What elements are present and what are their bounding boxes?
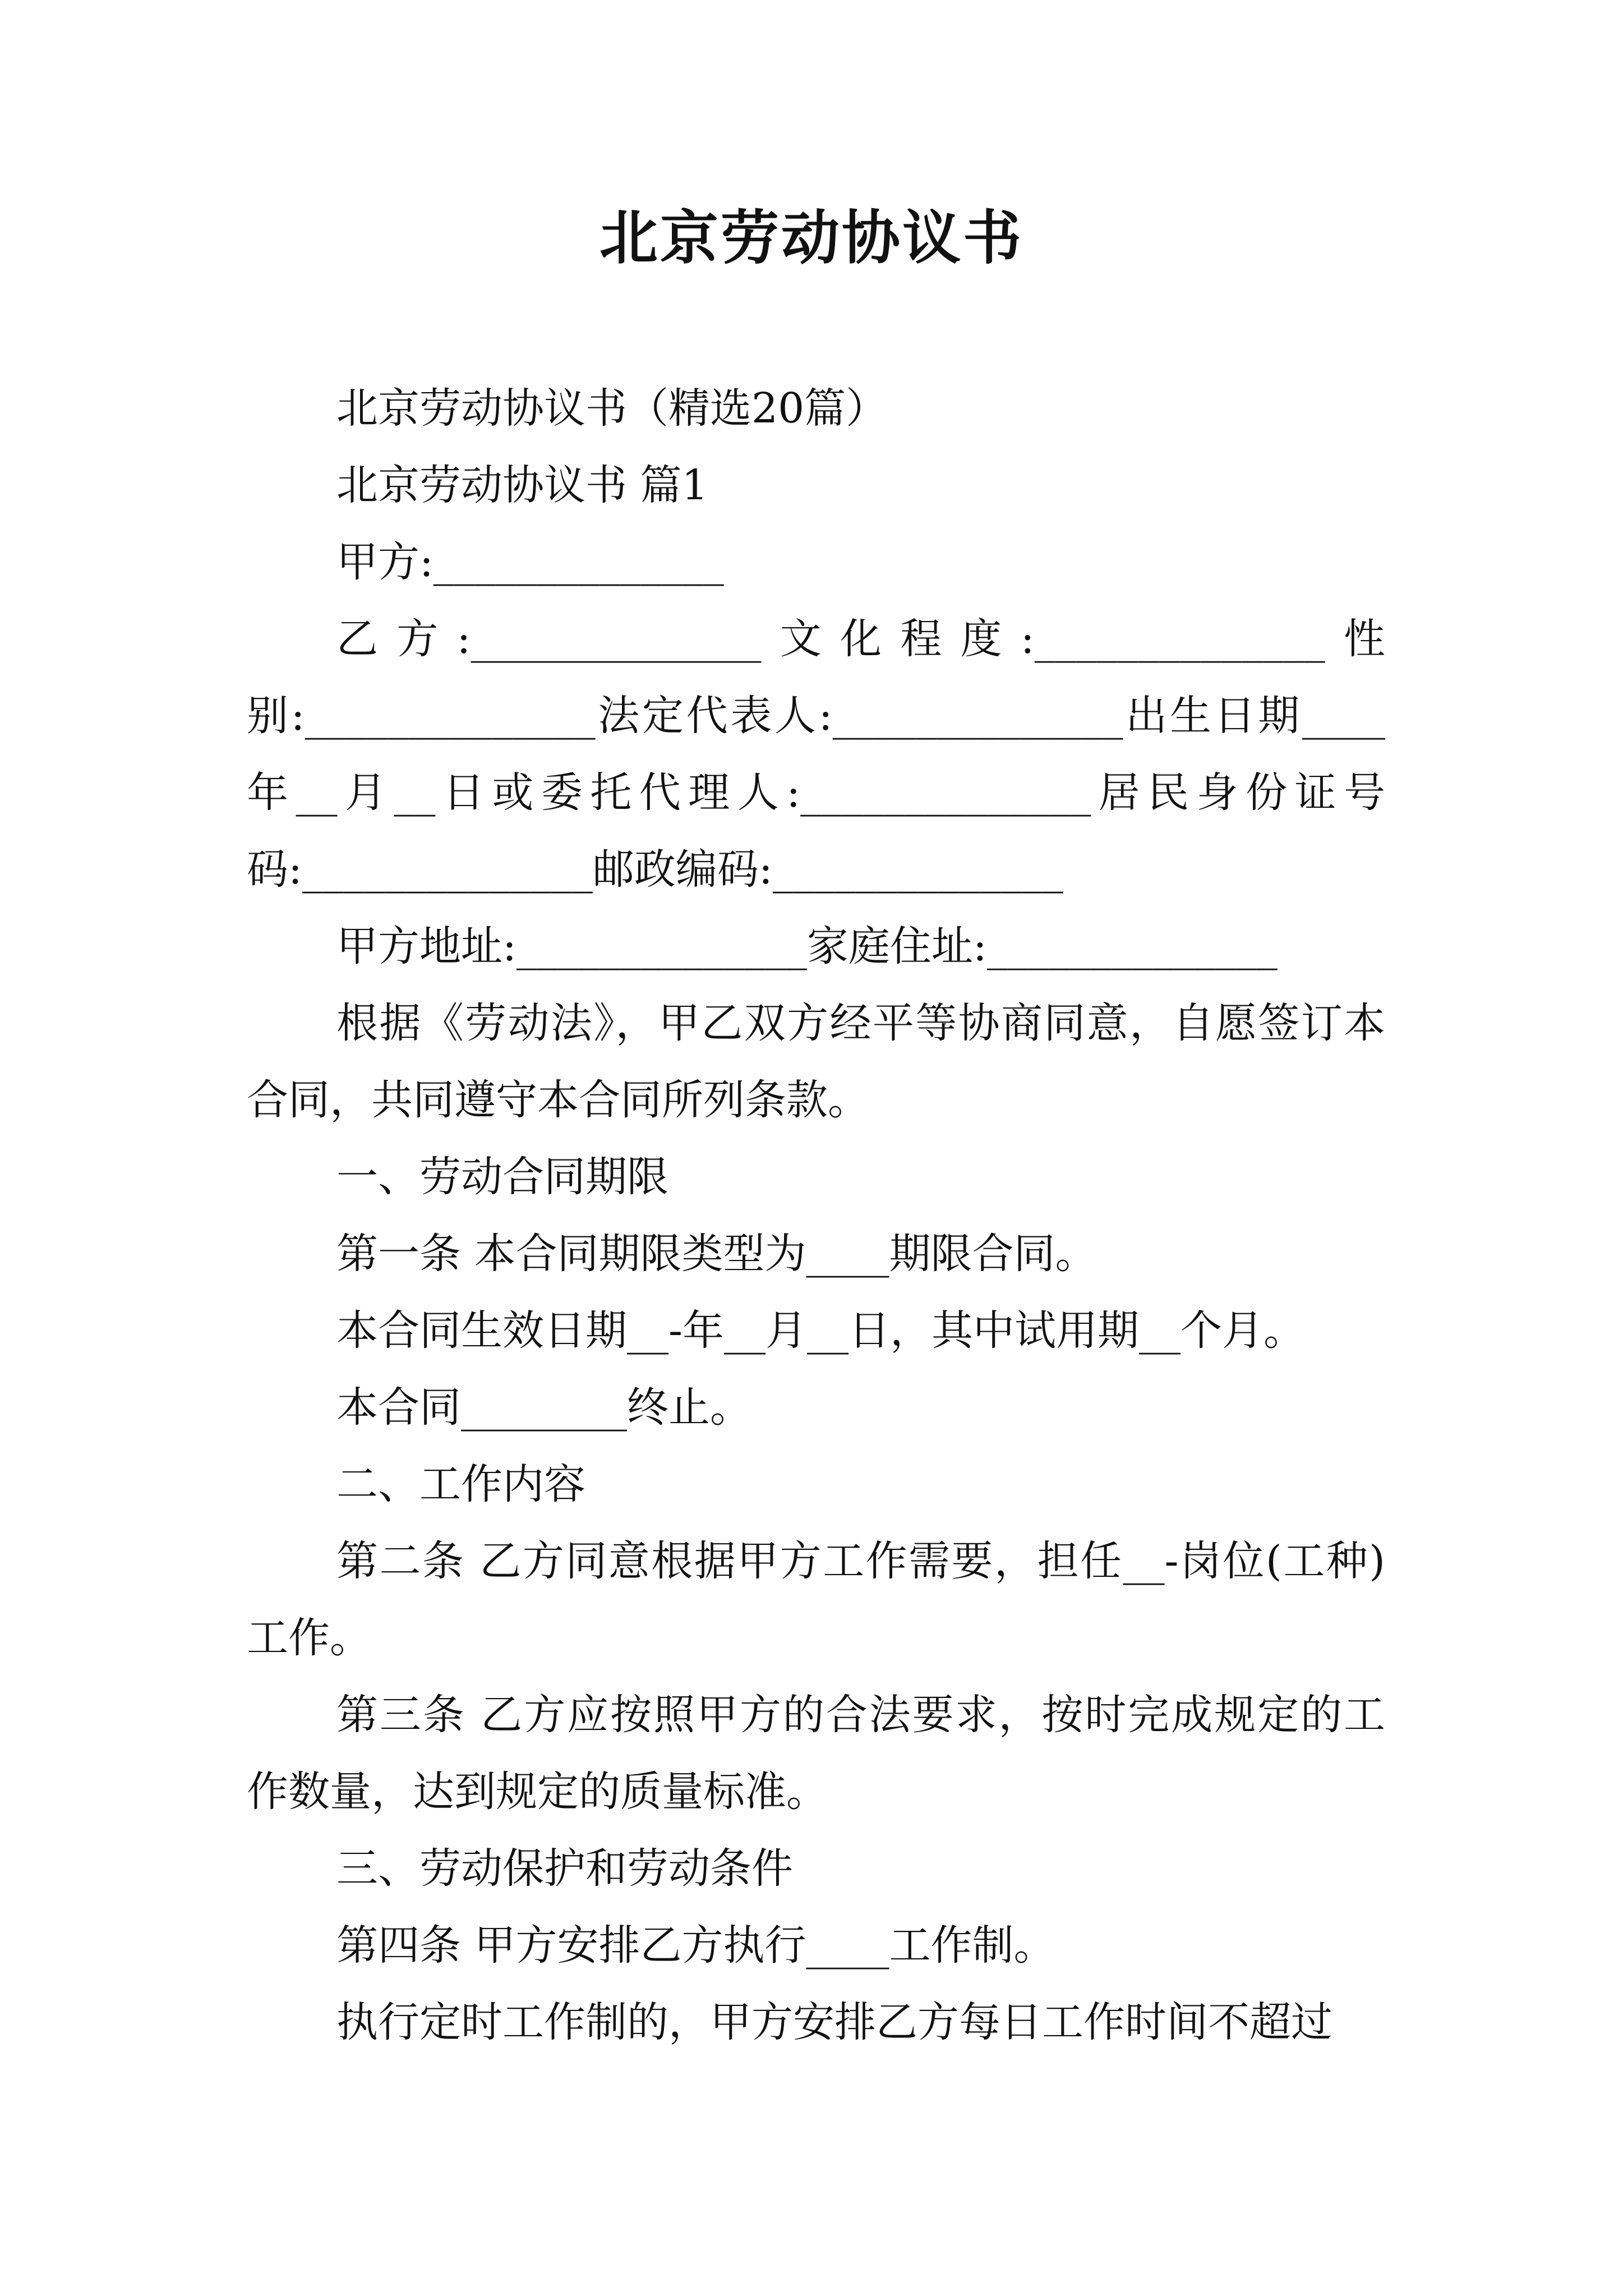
- paragraph-working-hours: 执行定时工作制的，甲方安排乙方每日工作时间不超过: [336, 1998, 1332, 2046]
- paragraph-article-4: 第四条 甲方安排乙方执行____工作制。: [336, 1921, 1055, 1970]
- document-title: 北京劳动协议书: [599, 203, 1023, 272]
- paragraph-preamble: 根据《劳动法》，甲乙双方经平等协商同意，自愿签订本合同，共同遵守本合同所列条款。: [247, 999, 1385, 1124]
- paragraph-termination: 本合同________终止。: [336, 1383, 751, 1432]
- paragraph-subtitle: 北京劳动协议书（精选20篇）: [336, 384, 888, 432]
- document-body: [247, 370, 1385, 2061]
- paragraph-article-3: 第三条 乙方应按照甲方的合法要求，按时完成规定的工作数量，达到规定的质量标准。: [247, 1691, 1385, 1816]
- paragraph-addresses: 甲方地址:______________家庭住址:______________: [336, 922, 1278, 970]
- paragraph-effective-date: 本合同生效日期__-年__月__日，其中试用期__个月。: [336, 1306, 1306, 1355]
- paragraph-party-b-info: 乙方:______________文化程度:______________性别:______________法定代表人:______________出生日期____年__月__日或委托代理人:______________居民身份证号码:______________邮政编码:______________: [247, 615, 1385, 894]
- paragraph-article-1: 第一条 本合同期限类型为____期限合同。: [336, 1230, 1097, 1278]
- section-heading-labor-protection: 三、劳动保护和劳动条件: [336, 1844, 793, 1893]
- paragraph-article-2: 第二条 乙方同意根据甲方工作需要，担任__-岗位(工种)工作。: [247, 1537, 1385, 1662]
- section-heading-term: 一、劳动合同期限: [336, 1153, 668, 1201]
- paragraph-party-a: 甲方:______________: [336, 538, 724, 586]
- section-heading-work-content: 二、工作内容: [336, 1460, 585, 1508]
- paragraph-part-heading: 北京劳动协议书 篇1: [336, 461, 708, 509]
